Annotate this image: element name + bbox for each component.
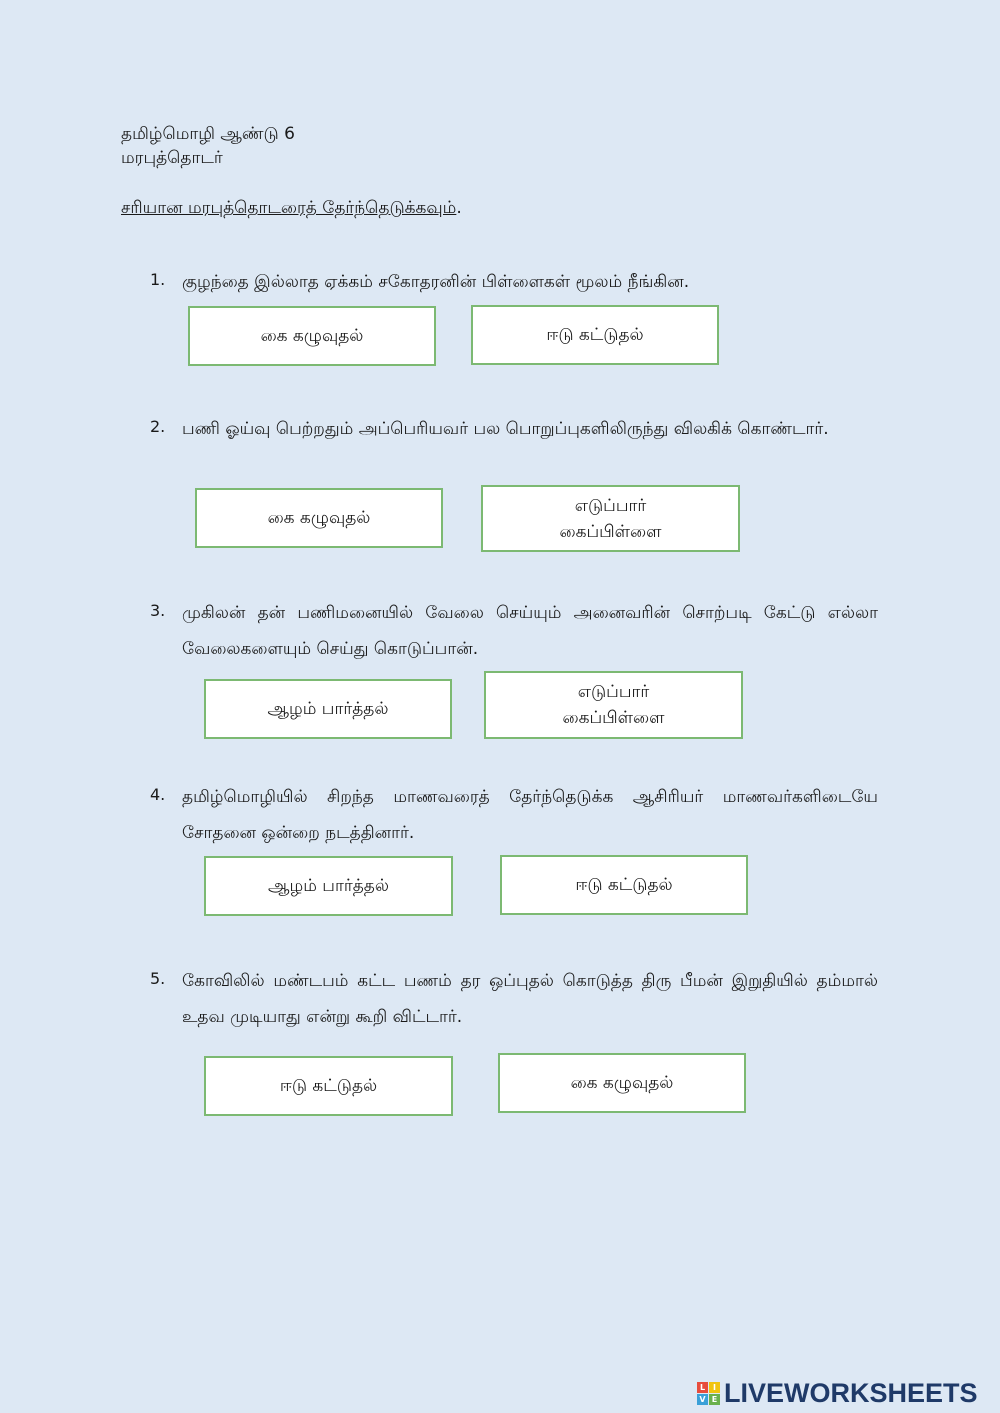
option-box[interactable]: எடுப்பார் கைப்பிள்ளை	[484, 671, 743, 739]
option-box[interactable]: ஈடு கட்டுதல்	[471, 305, 719, 365]
question-1	[150, 264, 878, 300]
question-number: 2.	[150, 417, 166, 436]
question-2	[150, 411, 878, 447]
question-text: முகிலன் தன் பணிமனையில் வேலை செய்யும் அனைவரின் சொற்படி கேட்டு எல்லா வேலைகளையும் செய்து கொடுப்பான்.	[182, 603, 878, 659]
option-box[interactable]: எடுப்பார் கைப்பிள்ளை	[481, 485, 740, 552]
topic-title: மரபுத்தொடர்	[121, 148, 223, 168]
option-box[interactable]: கை கழுவுதல்	[195, 488, 443, 548]
subject-title: தமிழ்மொழி ஆண்டு 6	[121, 124, 295, 144]
logo-mark-letter: E	[709, 1394, 720, 1405]
option-box[interactable]: ஆழம் பார்த்தல்	[204, 679, 452, 739]
question-5	[150, 963, 878, 1035]
instruction-suffix: .	[456, 198, 462, 218]
question-3	[150, 595, 878, 667]
logo-mark-icon	[697, 1382, 720, 1405]
question-number: 4.	[150, 785, 166, 804]
liveworksheets-logo	[697, 1378, 978, 1409]
option-box[interactable]: கை கழுவுதல்	[498, 1053, 746, 1113]
logo-mark-letter: L	[697, 1382, 708, 1393]
logo-mark-letter: I	[709, 1382, 720, 1393]
question-text: தமிழ்மொழியில் சிறந்த மாணவரைத் தேர்ந்தெடுக்க ஆசிரியர் மாணவர்களிடையே சோதனை ஒன்றை நடத்தினார்.	[182, 787, 878, 843]
instruction	[121, 196, 462, 220]
question-text: கோவிலில் மண்டபம் கட்ட பணம் தர ஒப்புதல் கொடுத்த திரு பீமன் இறுதியில் தம்மால் உதவ முடியாது என்று கூறி விட்டார்.	[182, 971, 878, 1027]
question-number: 3.	[150, 601, 166, 620]
option-box[interactable]: கை கழுவுதல்	[188, 306, 436, 366]
question-text: பணி ஓய்வு பெற்றதும் அப்பெரியவர் பல பொறுப்புகளிலிருந்து விலகிக் கொண்டார்.	[182, 419, 829, 439]
logo-mark-letter: V	[697, 1394, 708, 1405]
instruction-text: சரியான மரபுத்தொடரைத் தேர்ந்தெடுக்கவும்	[121, 198, 457, 218]
question-text: குழந்தை இல்லாத ஏக்கம் சகோதரனின் பிள்ளைகள் மூலம் நீங்கின.	[182, 272, 690, 292]
question-4	[150, 779, 878, 851]
option-box[interactable]: ஆழம் பார்த்தல்	[204, 856, 453, 916]
worksheet-header	[121, 122, 295, 170]
option-box[interactable]: ஈடு கட்டுதல்	[500, 855, 748, 915]
option-box[interactable]: ஈடு கட்டுதல்	[204, 1056, 453, 1116]
logo-text: LIVEWORKSHEETS	[724, 1378, 978, 1408]
question-number: 1.	[150, 270, 166, 289]
question-number: 5.	[150, 969, 166, 988]
